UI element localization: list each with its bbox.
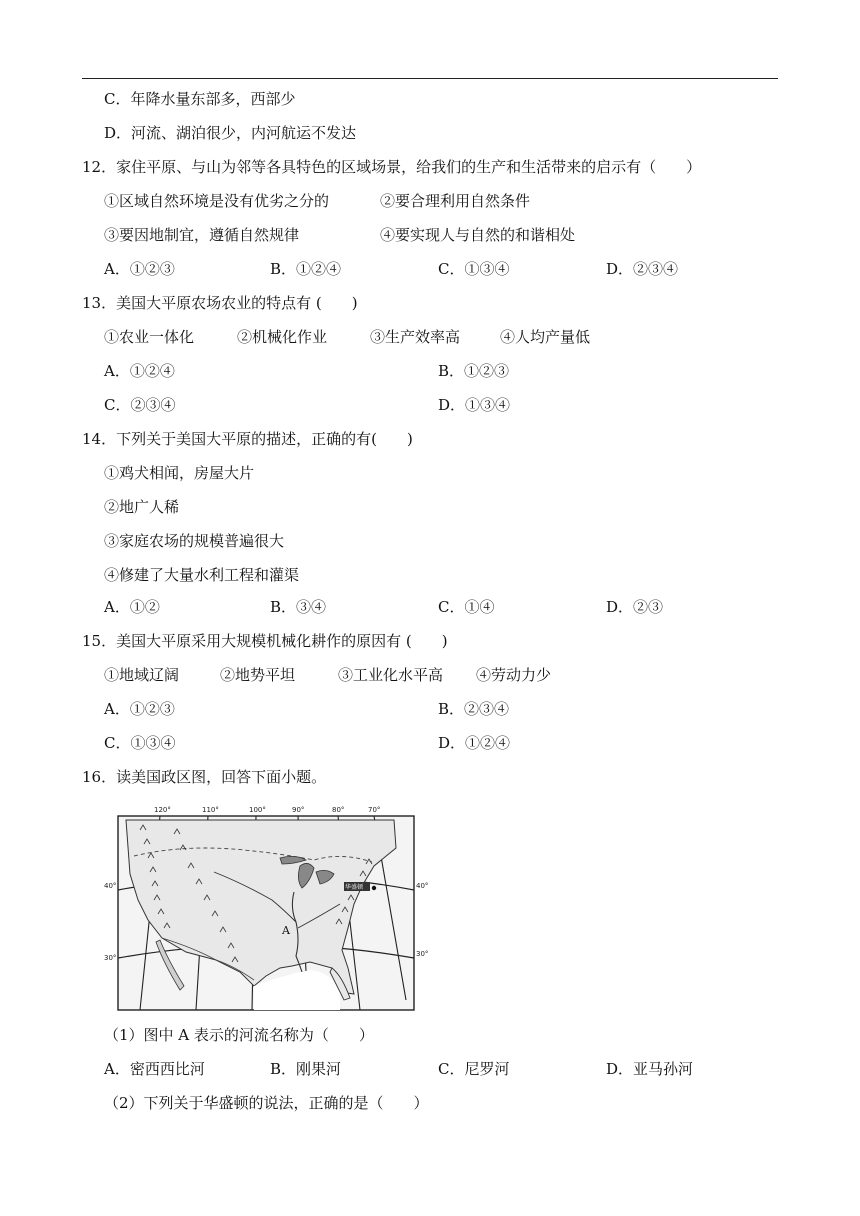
lon-label-90: 90° [292, 806, 305, 814]
washington-point [372, 886, 376, 890]
lon-label-70: 70° [368, 806, 381, 814]
q16-sub2-stem: （2）下列关于华盛顿的说法，正确的是（ ） [104, 1094, 429, 1112]
q16-sub1-option-a[interactable]: A．密西西比河 [104, 1060, 205, 1078]
q13-statement-3: ③生产效率高 [370, 328, 461, 346]
q16-sub1-option-c[interactable]: C．尼罗河 [438, 1060, 510, 1078]
q15-statement-3: ③工业化水平高 [338, 666, 444, 684]
q13-option-d[interactable]: D．①③④ [438, 396, 511, 414]
q14-option-a[interactable]: A．①② [104, 598, 160, 616]
q14-statement-4: ④修建了大量水利工程和灌渠 [104, 566, 300, 584]
q16-sub1-option-b[interactable]: B．刚果河 [270, 1060, 342, 1078]
q13-statement-4: ④人均产量低 [500, 328, 591, 346]
q15-option-d[interactable]: D．①②④ [438, 734, 511, 752]
q13-option-b[interactable]: B．①②③ [438, 362, 510, 380]
q14-option-b[interactable]: B．③④ [270, 598, 327, 616]
lon-label-110: 110° [202, 806, 219, 814]
river-a-label: A [282, 924, 290, 937]
q14-statement-1: ①鸡犬相闻，房屋大片 [104, 464, 255, 482]
lat-label-40-right: 40° [416, 882, 429, 890]
q12-statement-3: ③要因地制宜，遵循自然规律 [104, 226, 300, 244]
q13-statement-2: ②机械化作业 [237, 328, 328, 346]
us-political-map [104, 800, 434, 1014]
q12-option-d[interactable]: D．②③④ [606, 260, 679, 278]
q12-option-b[interactable]: B．①②④ [270, 260, 342, 278]
lat-label-40-left: 40° [104, 882, 117, 890]
q15-option-a[interactable]: A．①②③ [104, 700, 175, 718]
lon-label-100: 100° [249, 806, 266, 814]
lon-label-80: 80° [332, 806, 345, 814]
lon-label-120: 120° [154, 806, 171, 814]
q14-option-c[interactable]: C．①④ [438, 598, 495, 616]
q12-option-a[interactable]: A．①②③ [104, 260, 175, 278]
q15-option-c[interactable]: C．①③④ [104, 734, 176, 752]
q14-stem: 14．下列关于美国大平原的描述，正确的有( ) [82, 430, 413, 448]
q16-stem: 16．读美国政区图，回答下面小题。 [82, 768, 327, 786]
q15-statement-2: ②地势平坦 [220, 666, 296, 684]
q12-statement-1: ①区域自然环境是没有优劣之分的 [104, 192, 330, 210]
q13-stem: 13．美国大平原农场农业的特点有 ( ) [82, 294, 358, 312]
header-rule [82, 78, 778, 79]
q14-statement-2: ②地广人稀 [104, 498, 180, 516]
lat-label-30-right: 30° [416, 950, 429, 958]
q16-sub1-option-d[interactable]: D．亚马孙河 [606, 1060, 694, 1078]
lat-label-30-left: 30° [104, 954, 117, 962]
q13-option-c[interactable]: C．②③④ [104, 396, 176, 414]
q16-sub1-stem: （1）图中 A 表示的河流名称为（ ） [104, 1026, 374, 1044]
q12-stem: 12．家住平原、与山为邻等各具特色的区域场景，给我们的生产和生活带来的启示有（ ） [82, 158, 702, 176]
q12-statement-4: ④要实现人与自然的和谐相处 [380, 226, 576, 244]
q15-statement-1: ①地域辽阔 [104, 666, 180, 684]
q14-option-d[interactable]: D．②③ [606, 598, 664, 616]
q13-option-a[interactable]: A．①②④ [104, 362, 175, 380]
q12-statement-2: ②要合理利用自然条件 [380, 192, 531, 210]
q11-option-d[interactable]: D．河流、湖泊很少，内河航运不发达 [104, 124, 357, 142]
washington-label: 华盛顿 [345, 884, 364, 891]
q12-option-c[interactable]: C．①③④ [438, 260, 510, 278]
q13-statement-1: ①农业一体化 [104, 328, 195, 346]
q15-option-b[interactable]: B．②③④ [438, 700, 510, 718]
q11-option-c[interactable]: C．年降水量东部多，西部少 [104, 90, 296, 108]
q15-stem: 15．美国大平原采用大规模机械化耕作的原因有 ( ) [82, 632, 448, 650]
q15-statement-4: ④劳动力少 [476, 666, 552, 684]
q14-statement-3: ③家庭农场的规模普遍很大 [104, 532, 285, 550]
